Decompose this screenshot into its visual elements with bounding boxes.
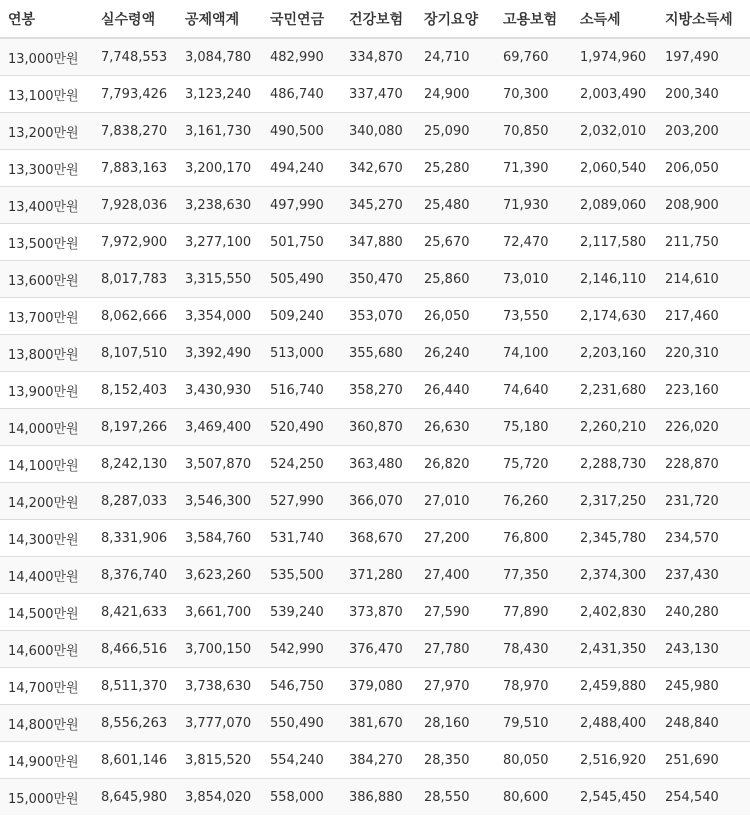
cell-net-pay: 8,556,263: [93, 705, 177, 742]
cell-total-deduction: 3,392,490: [177, 335, 262, 372]
cell-salary: 13,300만원: [0, 150, 93, 187]
cell-salary: 13,900만원: [0, 372, 93, 409]
cell-local-income-tax: 234,570: [657, 520, 750, 557]
cell-health-insurance: 334,870: [341, 38, 416, 76]
cell-total-deduction: 3,469,400: [177, 409, 262, 446]
cell-net-pay: 8,197,266: [93, 409, 177, 446]
cell-net-pay: 7,793,426: [93, 76, 177, 113]
cell-income-tax: 2,203,160: [572, 335, 657, 372]
header-total-deduction: 공제액계: [177, 0, 262, 38]
cell-employment-insurance: 79,510: [495, 705, 572, 742]
cell-net-pay: 8,152,403: [93, 372, 177, 409]
cell-health-insurance: 353,070: [341, 298, 416, 335]
cell-employment-insurance: 70,850: [495, 113, 572, 150]
cell-total-deduction: 3,277,100: [177, 224, 262, 261]
cell-health-insurance: 376,470: [341, 631, 416, 668]
cell-national-pension: 501,750: [262, 224, 341, 261]
cell-long-term-care: 28,350: [416, 742, 495, 779]
cell-long-term-care: 26,240: [416, 335, 495, 372]
cell-net-pay: 7,748,553: [93, 38, 177, 76]
cell-income-tax: 2,231,680: [572, 372, 657, 409]
cell-long-term-care: 25,860: [416, 261, 495, 298]
cell-total-deduction: 3,584,760: [177, 520, 262, 557]
cell-health-insurance: 371,280: [341, 557, 416, 594]
cell-national-pension: 505,490: [262, 261, 341, 298]
cell-employment-insurance: 73,550: [495, 298, 572, 335]
cell-health-insurance: 366,070: [341, 483, 416, 520]
cell-local-income-tax: 243,130: [657, 631, 750, 668]
cell-health-insurance: 345,270: [341, 187, 416, 224]
cell-total-deduction: 3,200,170: [177, 150, 262, 187]
cell-total-deduction: 3,777,070: [177, 705, 262, 742]
cell-long-term-care: 24,710: [416, 38, 495, 76]
table-row: [0, 113, 750, 150]
cell-salary: 13,700만원: [0, 298, 93, 335]
header-local-income-tax: 지방소득세: [657, 0, 750, 38]
cell-employment-insurance: 70,300: [495, 76, 572, 113]
cell-employment-insurance: 77,890: [495, 594, 572, 631]
cell-health-insurance: 379,080: [341, 668, 416, 705]
cell-local-income-tax: 223,160: [657, 372, 750, 409]
cell-net-pay: 7,972,900: [93, 224, 177, 261]
cell-income-tax: 2,345,780: [572, 520, 657, 557]
cell-employment-insurance: 78,430: [495, 631, 572, 668]
cell-net-pay: 8,376,740: [93, 557, 177, 594]
cell-salary: 14,900만원: [0, 742, 93, 779]
cell-salary: 13,100만원: [0, 76, 93, 113]
table-row: [0, 520, 750, 557]
table-row: [0, 446, 750, 483]
cell-local-income-tax: 226,020: [657, 409, 750, 446]
cell-national-pension: 527,990: [262, 483, 341, 520]
cell-net-pay: 8,466,516: [93, 631, 177, 668]
cell-total-deduction: 3,700,150: [177, 631, 262, 668]
cell-total-deduction: 3,854,020: [177, 779, 262, 816]
cell-income-tax: 2,032,010: [572, 113, 657, 150]
cell-national-pension: 497,990: [262, 187, 341, 224]
cell-long-term-care: 28,550: [416, 779, 495, 816]
table-row: [0, 483, 750, 520]
cell-salary: 13,500만원: [0, 224, 93, 261]
cell-employment-insurance: 71,390: [495, 150, 572, 187]
cell-total-deduction: 3,507,870: [177, 446, 262, 483]
cell-employment-insurance: 75,180: [495, 409, 572, 446]
cell-national-pension: 546,750: [262, 668, 341, 705]
cell-net-pay: 8,017,783: [93, 261, 177, 298]
cell-health-insurance: 347,880: [341, 224, 416, 261]
cell-long-term-care: 25,090: [416, 113, 495, 150]
cell-national-pension: 524,250: [262, 446, 341, 483]
cell-salary: 13,200만원: [0, 113, 93, 150]
cell-health-insurance: 386,880: [341, 779, 416, 816]
cell-salary: 14,100만원: [0, 446, 93, 483]
cell-local-income-tax: 240,280: [657, 594, 750, 631]
table-row: [0, 150, 750, 187]
cell-income-tax: 2,260,210: [572, 409, 657, 446]
cell-local-income-tax: 220,310: [657, 335, 750, 372]
cell-net-pay: 8,242,130: [93, 446, 177, 483]
cell-local-income-tax: 231,720: [657, 483, 750, 520]
cell-health-insurance: 340,080: [341, 113, 416, 150]
cell-total-deduction: 3,315,550: [177, 261, 262, 298]
cell-long-term-care: 27,970: [416, 668, 495, 705]
cell-national-pension: 516,740: [262, 372, 341, 409]
cell-long-term-care: 27,200: [416, 520, 495, 557]
cell-income-tax: 2,174,630: [572, 298, 657, 335]
cell-health-insurance: 363,480: [341, 446, 416, 483]
cell-health-insurance: 337,470: [341, 76, 416, 113]
header-health-insurance: 건강보험: [341, 0, 416, 38]
cell-health-insurance: 360,870: [341, 409, 416, 446]
cell-income-tax: 2,459,880: [572, 668, 657, 705]
table-row: [0, 38, 750, 76]
cell-local-income-tax: 200,340: [657, 76, 750, 113]
cell-salary: 14,800만원: [0, 705, 93, 742]
cell-income-tax: 2,288,730: [572, 446, 657, 483]
cell-salary: 13,600만원: [0, 261, 93, 298]
cell-national-pension: 494,240: [262, 150, 341, 187]
cell-long-term-care: 26,820: [416, 446, 495, 483]
cell-net-pay: 8,287,033: [93, 483, 177, 520]
cell-income-tax: 2,146,110: [572, 261, 657, 298]
cell-total-deduction: 3,354,000: [177, 298, 262, 335]
cell-local-income-tax: 248,840: [657, 705, 750, 742]
cell-employment-insurance: 78,970: [495, 668, 572, 705]
cell-national-pension: 535,500: [262, 557, 341, 594]
cell-employment-insurance: 75,720: [495, 446, 572, 483]
table-row: [0, 372, 750, 409]
table-row: [0, 705, 750, 742]
cell-net-pay: 8,062,666: [93, 298, 177, 335]
cell-income-tax: 2,060,540: [572, 150, 657, 187]
cell-long-term-care: 25,280: [416, 150, 495, 187]
cell-national-pension: 482,990: [262, 38, 341, 76]
cell-long-term-care: 27,400: [416, 557, 495, 594]
cell-local-income-tax: 197,490: [657, 38, 750, 76]
cell-salary: 14,200만원: [0, 483, 93, 520]
cell-long-term-care: 26,050: [416, 298, 495, 335]
cell-health-insurance: 373,870: [341, 594, 416, 631]
cell-long-term-care: 25,670: [416, 224, 495, 261]
cell-salary: 14,500만원: [0, 594, 93, 631]
cell-net-pay: 8,601,146: [93, 742, 177, 779]
cell-health-insurance: 358,270: [341, 372, 416, 409]
cell-total-deduction: 3,623,260: [177, 557, 262, 594]
table-row: [0, 409, 750, 446]
header-row: [0, 0, 750, 38]
cell-national-pension: 558,000: [262, 779, 341, 816]
cell-local-income-tax: 217,460: [657, 298, 750, 335]
cell-employment-insurance: 74,640: [495, 372, 572, 409]
cell-local-income-tax: 228,870: [657, 446, 750, 483]
cell-national-pension: 490,500: [262, 113, 341, 150]
table-row: [0, 668, 750, 705]
table-row: [0, 298, 750, 335]
cell-employment-insurance: 74,100: [495, 335, 572, 372]
table-row: [0, 557, 750, 594]
table-row: [0, 335, 750, 372]
table-row: [0, 76, 750, 113]
cell-local-income-tax: 203,200: [657, 113, 750, 150]
header-employment-insurance: 고용보험: [495, 0, 572, 38]
cell-local-income-tax: 208,900: [657, 187, 750, 224]
cell-total-deduction: 3,815,520: [177, 742, 262, 779]
header-long-term-care: 장기요양: [416, 0, 495, 38]
cell-employment-insurance: 69,760: [495, 38, 572, 76]
cell-salary: 14,700만원: [0, 668, 93, 705]
cell-national-pension: 531,740: [262, 520, 341, 557]
cell-salary: 13,400만원: [0, 187, 93, 224]
cell-employment-insurance: 80,600: [495, 779, 572, 816]
cell-national-pension: 513,000: [262, 335, 341, 372]
cell-total-deduction: 3,123,240: [177, 76, 262, 113]
cell-national-pension: 509,240: [262, 298, 341, 335]
cell-salary: 13,000만원: [0, 38, 93, 76]
cell-health-insurance: 342,670: [341, 150, 416, 187]
cell-health-insurance: 350,470: [341, 261, 416, 298]
cell-net-pay: 8,107,510: [93, 335, 177, 372]
cell-local-income-tax: 245,980: [657, 668, 750, 705]
cell-employment-insurance: 80,050: [495, 742, 572, 779]
cell-total-deduction: 3,161,730: [177, 113, 262, 150]
cell-national-pension: 539,240: [262, 594, 341, 631]
cell-total-deduction: 3,238,630: [177, 187, 262, 224]
header-salary: 연봉: [0, 0, 93, 38]
cell-income-tax: 2,003,490: [572, 76, 657, 113]
cell-total-deduction: 3,084,780: [177, 38, 262, 76]
cell-local-income-tax: 211,750: [657, 224, 750, 261]
cell-salary: 15,000만원: [0, 779, 93, 816]
table-row: [0, 779, 750, 816]
cell-health-insurance: 381,670: [341, 705, 416, 742]
cell-long-term-care: 24,900: [416, 76, 495, 113]
cell-income-tax: 2,545,450: [572, 779, 657, 816]
table-row: [0, 631, 750, 668]
cell-long-term-care: 27,780: [416, 631, 495, 668]
cell-income-tax: 2,402,830: [572, 594, 657, 631]
cell-income-tax: 2,374,300: [572, 557, 657, 594]
cell-salary: 13,800만원: [0, 335, 93, 372]
cell-income-tax: 2,516,920: [572, 742, 657, 779]
cell-long-term-care: 25,480: [416, 187, 495, 224]
cell-net-pay: 8,331,906: [93, 520, 177, 557]
cell-national-pension: 550,490: [262, 705, 341, 742]
cell-total-deduction: 3,738,630: [177, 668, 262, 705]
cell-national-pension: 542,990: [262, 631, 341, 668]
cell-employment-insurance: 76,260: [495, 483, 572, 520]
cell-health-insurance: 384,270: [341, 742, 416, 779]
cell-national-pension: 520,490: [262, 409, 341, 446]
cell-employment-insurance: 76,800: [495, 520, 572, 557]
header-net-pay: 실수령액: [93, 0, 177, 38]
cell-salary: 14,400만원: [0, 557, 93, 594]
cell-health-insurance: 355,680: [341, 335, 416, 372]
cell-net-pay: 7,883,163: [93, 150, 177, 187]
cell-employment-insurance: 77,350: [495, 557, 572, 594]
table-row: [0, 187, 750, 224]
cell-net-pay: 8,511,370: [93, 668, 177, 705]
cell-income-tax: 2,431,350: [572, 631, 657, 668]
cell-employment-insurance: 71,930: [495, 187, 572, 224]
cell-employment-insurance: 72,470: [495, 224, 572, 261]
cell-local-income-tax: 237,430: [657, 557, 750, 594]
cell-income-tax: 1,974,960: [572, 38, 657, 76]
cell-income-tax: 2,317,250: [572, 483, 657, 520]
cell-total-deduction: 3,661,700: [177, 594, 262, 631]
table-row: [0, 261, 750, 298]
cell-national-pension: 554,240: [262, 742, 341, 779]
cell-income-tax: 2,488,400: [572, 705, 657, 742]
cell-total-deduction: 3,546,300: [177, 483, 262, 520]
cell-long-term-care: 27,010: [416, 483, 495, 520]
cell-total-deduction: 3,430,930: [177, 372, 262, 409]
cell-salary: 14,300만원: [0, 520, 93, 557]
cell-long-term-care: 27,590: [416, 594, 495, 631]
header-income-tax: 소득세: [572, 0, 657, 38]
table-body: [0, 38, 750, 815]
cell-long-term-care: 26,630: [416, 409, 495, 446]
header-national-pension: 국민연금: [262, 0, 341, 38]
table-row: [0, 594, 750, 631]
cell-salary: 14,000만원: [0, 409, 93, 446]
table-row: [0, 742, 750, 779]
cell-net-pay: 8,421,633: [93, 594, 177, 631]
cell-income-tax: 2,117,580: [572, 224, 657, 261]
cell-long-term-care: 28,160: [416, 705, 495, 742]
cell-net-pay: 8,645,980: [93, 779, 177, 816]
table-header: [0, 0, 750, 38]
cell-local-income-tax: 251,690: [657, 742, 750, 779]
cell-local-income-tax: 214,610: [657, 261, 750, 298]
table-row: [0, 224, 750, 261]
cell-local-income-tax: 254,540: [657, 779, 750, 816]
cell-net-pay: 7,838,270: [93, 113, 177, 150]
cell-health-insurance: 368,670: [341, 520, 416, 557]
cell-long-term-care: 26,440: [416, 372, 495, 409]
cell-salary: 14,600만원: [0, 631, 93, 668]
cell-income-tax: 2,089,060: [572, 187, 657, 224]
cell-net-pay: 7,928,036: [93, 187, 177, 224]
cell-local-income-tax: 206,050: [657, 150, 750, 187]
cell-national-pension: 486,740: [262, 76, 341, 113]
cell-employment-insurance: 73,010: [495, 261, 572, 298]
